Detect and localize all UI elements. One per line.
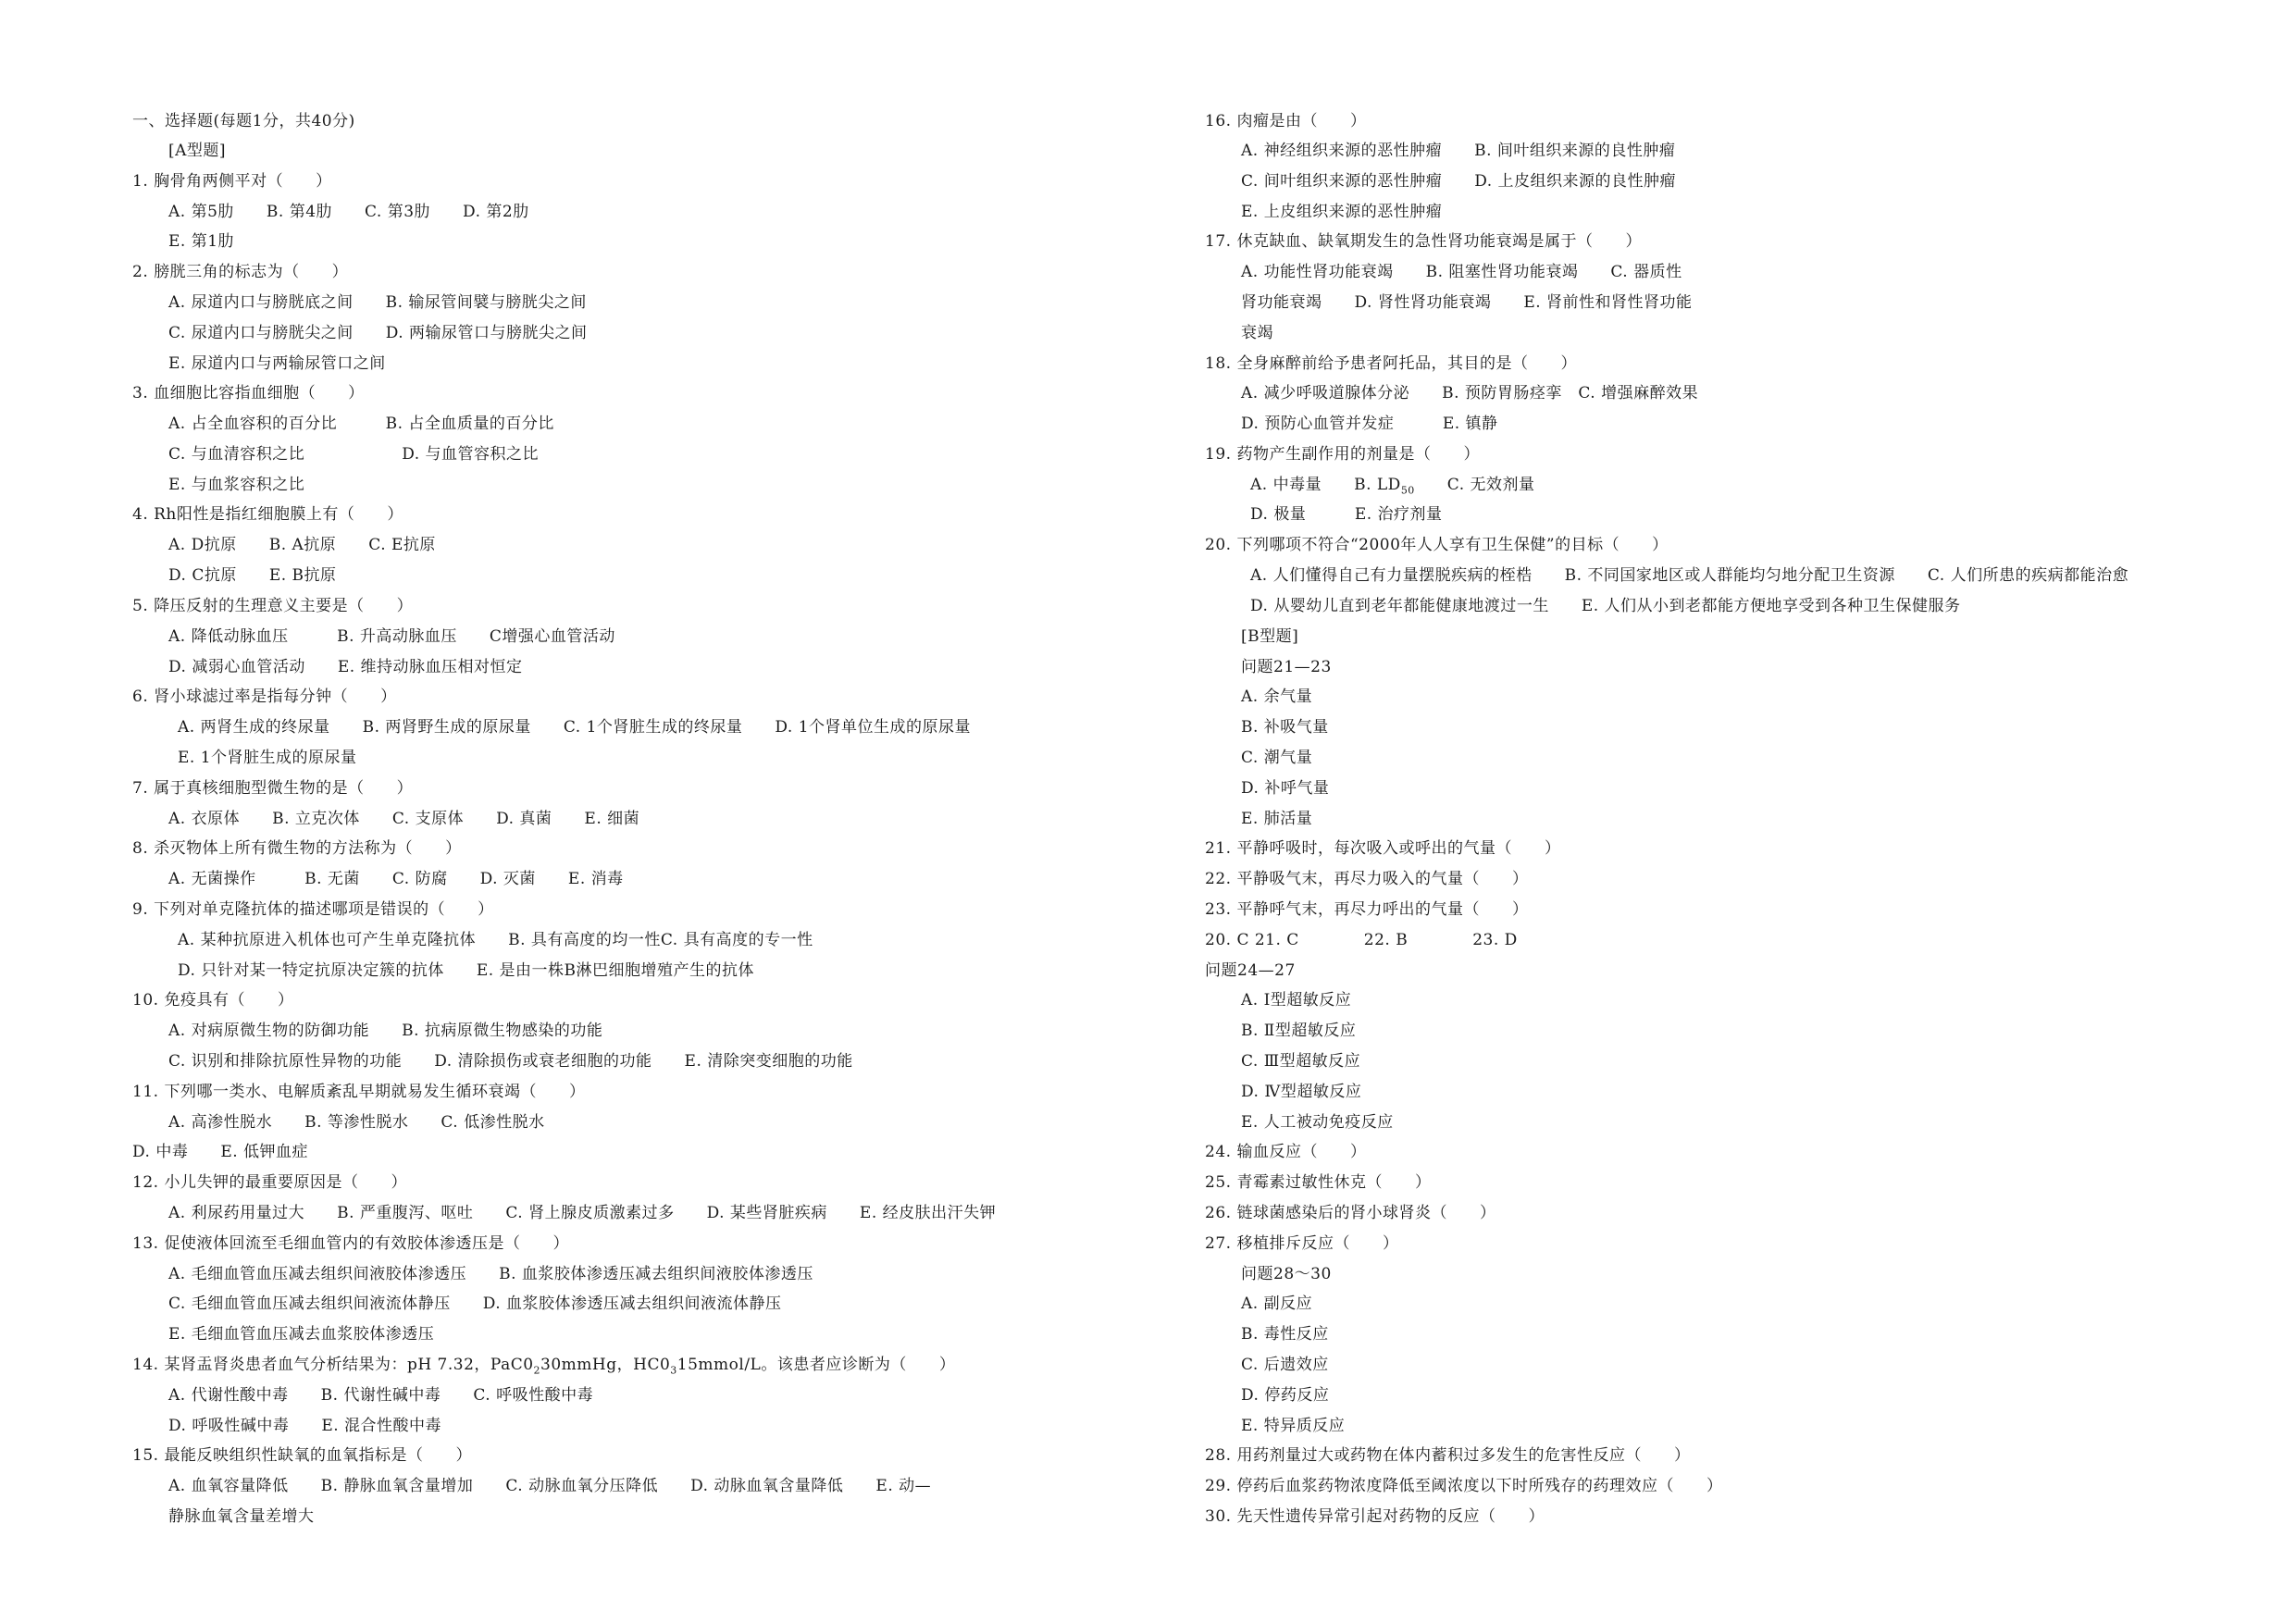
right-line: 24. 输血反应（ ） <box>1205 1143 1367 1161</box>
left-line: 6. 肾小球滤过率是指每分钟（ ） <box>132 688 397 706</box>
right-line: 18. 全身麻醉前给予患者阿托品，其目的是（ ） <box>1205 354 1577 373</box>
left-line: C. 识别和排除抗原性异物的功能 D. 清除损伤或衰老细胞的功能 E. 清除突变细胞的功能 <box>168 1052 853 1071</box>
left-line: 8. 杀灭物体上所有微生物的方法称为（ ） <box>132 839 462 858</box>
right-line: 27. 移植排斥反应（ ） <box>1205 1234 1399 1253</box>
right-line: 衰竭 <box>1241 324 1273 342</box>
right-line: E. 特异质反应 <box>1241 1417 1346 1435</box>
right-line: A. 人们懂得自己有力量摆脱疾病的桎梏 B. 不同国家地区或人群能均匀地分配卫生资源 C. 人们所患的疾病都能治愈 <box>1250 566 2129 585</box>
left-line: 静脉血氧含量差增大 <box>168 1507 315 1526</box>
left-line: 7. 属于真核细胞型微生物的是（ ） <box>132 779 414 798</box>
right-line: D. 停药反应 <box>1241 1386 1330 1405</box>
left-line: 2. 膀胱三角的标志为（ ） <box>132 263 349 281</box>
left-line: A. 无菌操作 B. 无菌 C. 防腐 D. 灭菌 E. 消毒 <box>168 870 624 888</box>
right-line: 16. 肉瘤是由（ ） <box>1205 112 1367 130</box>
left-line: D. 呼吸性碱中毒 E. 混合性酸中毒 <box>168 1417 442 1435</box>
right-line: C. 后遗效应 <box>1241 1356 1329 1374</box>
right-line: 26. 链球菌感染后的肾小球肾炎（ ） <box>1205 1204 1496 1222</box>
right-line: 20. 下列哪项不符合“2000年人人享有卫生保健”的目标（ ） <box>1205 536 1669 554</box>
right-line: C. 潮气量 <box>1241 749 1313 767</box>
right-line: 20. C 21. C 22. B 23. D <box>1205 931 1518 949</box>
left-line: E. 毛细血管血压减去血浆胶体渗透压 <box>168 1325 435 1344</box>
left-line: 13. 促使液体回流至毛细血管内的有效胶体渗透压是（ ） <box>132 1234 569 1253</box>
q19-sub-50: 50 <box>1400 484 1415 497</box>
right-line: [B型题] <box>1241 627 1299 646</box>
left-line: 9. 下列对单克隆抗体的描述哪项是错误的（ ） <box>132 900 494 919</box>
q19-suffix: C. 无效剂量 <box>1414 476 1535 494</box>
question-19-options-a <box>1250 476 1535 497</box>
left-line: 3. 血细胞比容指血细胞（ ） <box>132 384 365 403</box>
left-line: C. 尿道内口与膀胱尖之间 D. 两输尿管口与膀胱尖之间 <box>168 324 588 342</box>
left-line: A. 占全血容积的百分比 B. 占全血质量的百分比 <box>168 415 554 433</box>
question-14 <box>132 1356 956 1377</box>
left-line: A. 血氧容量降低 B. 静脉血氧含量增加 C. 动脉血氧分压降低 D. 动脉血氧含量降低 E. 动— <box>168 1477 932 1495</box>
right-line: 28. 用药剂量过大或药物在体内蓄积过多发生的危害性反应（ ） <box>1205 1446 1691 1465</box>
right-line: 17. 休克缺血、缺氧期发生的急性肾功能衰竭是属于（ ） <box>1205 232 1642 251</box>
left-line: 11. 下列哪一类水、电解质紊乱早期就易发生循环衰竭（ ） <box>132 1083 586 1101</box>
left-line: A. 毛细血管血压减去组织间液胶体渗透压 B. 血浆胶体渗透压减去组织间液胶体渗透压 <box>168 1265 813 1283</box>
right-line: A. 减少呼吸道腺体分泌 B. 预防胃肠痉挛 C. 增强麻醉效果 <box>1241 384 1699 403</box>
q14-prefix: 14. 某肾盂肾炎患者血气分析结果为：pH 7.32，PaC0 <box>132 1356 534 1374</box>
right-line: C. Ⅲ型超敏反应 <box>1241 1052 1361 1071</box>
left-line: A. 第5肋 B. 第4肋 C. 第3肋 D. 第2肋 <box>168 203 529 221</box>
right-line: D. 预防心血管并发症 E. 镇静 <box>1241 415 1498 433</box>
right-line: 25. 青霉素过敏性休克（ ） <box>1205 1173 1432 1192</box>
left-line: E. 尿道内口与两输尿管口之间 <box>168 354 386 373</box>
right-line: A. 副反应 <box>1241 1295 1313 1313</box>
left-line: D. 中毒 E. 低钾血症 <box>132 1143 309 1161</box>
q14-sub-2: 2 <box>533 1364 541 1377</box>
right-line: D. 补呼气量 <box>1241 779 1330 798</box>
right-line: 问题28～30 <box>1241 1265 1332 1283</box>
left-line: A. 衣原体 B. 立克次体 C. 支原体 D. 真菌 E. 细菌 <box>168 810 640 828</box>
left-line: A. 两肾生成的终尿量 B. 两肾野生成的原尿量 C. 1个肾脏生成的终尿量 D. 1个肾单位生成的原尿量 <box>178 718 972 737</box>
left-line: A. 代谢性酸中毒 B. 代谢性碱中毒 C. 呼吸性酸中毒 <box>168 1386 594 1405</box>
left-line: E. 第1肋 <box>168 232 235 251</box>
right-line: D. 极量 E. 治疗剂量 <box>1250 505 1443 524</box>
left-line: 10. 免疫具有（ ） <box>132 991 294 1010</box>
left-line: A. 高渗性脱水 B. 等渗性脱水 C. 低渗性脱水 <box>168 1113 545 1132</box>
left-line: E. 1个肾脏生成的原尿量 <box>178 749 357 767</box>
right-line: A. Ⅰ型超敏反应 <box>1241 991 1352 1010</box>
right-line: 19. 药物产生副作用的剂量是（ ） <box>1205 445 1480 464</box>
left-line: D. 减弱心血管活动 E. 维持动脉血压相对恒定 <box>168 658 523 676</box>
left-line: 一、选择题(每题1分，共40分) <box>132 112 355 130</box>
right-line: D. Ⅳ型超敏反应 <box>1241 1083 1362 1101</box>
right-line: C. 间叶组织来源的恶性肿瘤 D. 上皮组织来源的良性肿瘤 <box>1241 172 1677 191</box>
right-line: B. Ⅱ型超敏反应 <box>1241 1022 1357 1040</box>
left-line: D. C抗原 E. B抗原 <box>168 566 337 585</box>
left-line: 12. 小儿失钾的最重要原因是（ ） <box>132 1173 407 1192</box>
left-line: C. 毛细血管血压减去组织间液流体静压 D. 血浆胶体渗透压减去组织间液流体静压 <box>168 1295 782 1313</box>
left-line: D. 只针对某一特定抗原决定簇的抗体 E. 是由一株B淋巴细胞增殖产生的抗体 <box>178 961 755 980</box>
right-line: 30. 先天性遗传异常引起对药物的反应（ ） <box>1205 1507 1545 1526</box>
left-line: A. 某种抗原进入机体也可产生单克隆抗体 B. 具有高度的均一性C. 具有高度的专一性 <box>178 931 813 949</box>
left-line: A. 利尿药用量过大 B. 严重腹泻、呕吐 C. 肾上腺皮质激素过多 D. 某些肾脏疾病 E. 经皮肤出汗失钾 <box>168 1204 997 1222</box>
right-line: 22. 平静吸气末，再尽力吸入的气量（ ） <box>1205 870 1529 888</box>
right-line: A. 余气量 <box>1241 688 1313 706</box>
right-line: E. 人工被动免疫反应 <box>1241 1113 1394 1132</box>
left-line: 15. 最能反映组织性缺氧的血氧指标是（ ） <box>132 1446 472 1465</box>
left-line: 5. 降压反射的生理意义主要是（ ） <box>132 597 414 615</box>
right-line: 21. 平静呼吸时，每次吸入或呼出的气量（ ） <box>1205 839 1561 858</box>
left-line: A. 尿道内口与膀胱底之间 B. 输尿管间襞与膀胱尖之间 <box>168 293 587 312</box>
left-line: [A型题] <box>168 142 227 160</box>
right-line: 问题24—27 <box>1205 961 1296 980</box>
right-line: A. 功能性肾功能衰竭 B. 阻塞性肾功能衰竭 C. 器质性 <box>1241 263 1682 281</box>
left-line: 1. 胸骨角两侧平对（ ） <box>132 172 332 191</box>
right-line: 肾功能衰竭 D. 肾性肾功能衰竭 E. 肾前性和肾性肾功能 <box>1241 293 1693 312</box>
q14-suffix: 15mmol/L。该患者应诊断为（ ） <box>676 1356 956 1374</box>
right-line: 问题21—23 <box>1241 658 1332 676</box>
q14-mid: 30mmHg，HC0 <box>540 1356 671 1374</box>
right-line: D. 从婴幼儿直到老年都能健康地渡过一生 E. 人们从小到老都能方便地享受到各种卫生保健服务 <box>1250 597 1961 615</box>
right-line: 29. 停药后血浆药物浓度降低至阈浓度以下时所残存的药理效应（ ） <box>1205 1477 1723 1495</box>
right-line: 23. 平静呼气末，再尽力呼出的气量（ ） <box>1205 900 1529 919</box>
q19-prefix: A. 中毒量 B. LD <box>1250 476 1401 494</box>
right-line: B. 毒性反应 <box>1241 1325 1329 1344</box>
right-line: E. 上皮组织来源的恶性肿瘤 <box>1241 203 1443 221</box>
left-line: A. 降低动脉血压 B. 升高动脉血压 C增强心血管活动 <box>168 627 615 646</box>
left-line: C. 与血清容积之比 D. 与血管容积之比 <box>168 445 540 464</box>
left-line: A. 对病原微生物的防御功能 B. 抗病原微生物感染的功能 <box>168 1022 603 1040</box>
left-line: A. D抗原 B. A抗原 C. E抗原 <box>168 536 436 554</box>
left-line: 4. Rh阳性是指红细胞膜上有（ ） <box>132 505 403 524</box>
right-line: B. 补吸气量 <box>1241 718 1329 737</box>
right-line: E. 肺活量 <box>1241 810 1313 828</box>
q14-sub-3: 3 <box>670 1364 677 1377</box>
right-line: A. 神经组织来源的恶性肿瘤 B. 间叶组织来源的良性肿瘤 <box>1241 142 1676 160</box>
left-line: E. 与血浆容积之比 <box>168 476 305 494</box>
